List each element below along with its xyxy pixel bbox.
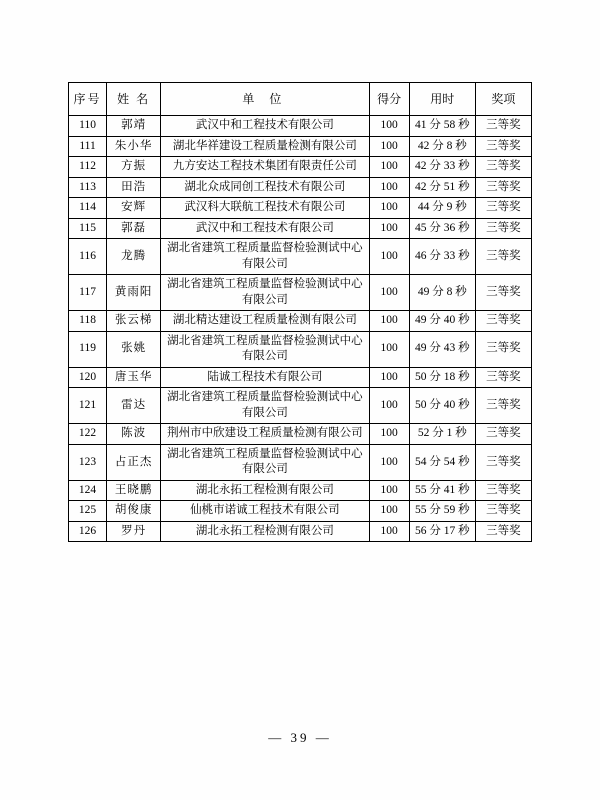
cell-unit: 湖北省建筑工程质量监督检验测试中心有限公司: [161, 239, 369, 275]
column-header-no: 序号: [69, 83, 107, 116]
award-table-container: [68, 82, 532, 542]
cell-unit: 湖北永拓工程检测有限公司: [161, 480, 369, 501]
cell-unit: 武汉科大联航工程技术有限公司: [161, 198, 369, 219]
cell-unit: 湖北精达建设工程质量检测有限公司: [161, 311, 369, 332]
table-header: [69, 83, 532, 116]
cell-time: 50 分 18 秒: [409, 367, 475, 388]
cell-score: 100: [369, 331, 409, 367]
table-row: [69, 116, 532, 137]
cell-unit: 湖北省建筑工程质量监督检验测试中心有限公司: [161, 388, 369, 424]
cell-unit: 湖北省建筑工程质量监督检验测试中心有限公司: [161, 331, 369, 367]
table-row: [69, 136, 532, 157]
cell-unit: 仙桃市诺诚工程技术有限公司: [161, 501, 369, 522]
cell-award: 三等奖: [475, 388, 531, 424]
cell-unit: 湖北永拓工程检测有限公司: [161, 521, 369, 542]
column-header-unit: 单 位: [161, 83, 369, 116]
cell-no: 124: [69, 480, 107, 501]
table-row: [69, 275, 532, 311]
cell-name: 方振: [107, 157, 161, 178]
cell-score: 100: [369, 136, 409, 157]
cell-score: 100: [369, 480, 409, 501]
table-row: [69, 521, 532, 542]
cell-time: 54 分 54 秒: [409, 444, 475, 480]
table-row: [69, 444, 532, 480]
cell-no: 116: [69, 239, 107, 275]
cell-award: 三等奖: [475, 480, 531, 501]
cell-name: 郭靖: [107, 116, 161, 137]
cell-name: 陈波: [107, 424, 161, 445]
cell-unit: 武汉中和工程技术有限公司: [161, 116, 369, 137]
cell-award: 三等奖: [475, 177, 531, 198]
table-row: [69, 424, 532, 445]
cell-no: 117: [69, 275, 107, 311]
cell-no: 111: [69, 136, 107, 157]
cell-time: 42 分 8 秒: [409, 136, 475, 157]
cell-award: 三等奖: [475, 501, 531, 522]
cell-award: 三等奖: [475, 311, 531, 332]
cell-time: 45 分 36 秒: [409, 218, 475, 239]
cell-unit: 武汉中和工程技术有限公司: [161, 218, 369, 239]
table-row: [69, 480, 532, 501]
cell-time: 55 分 59 秒: [409, 501, 475, 522]
cell-score: 100: [369, 198, 409, 219]
cell-time: 44 分 9 秒: [409, 198, 475, 219]
cell-no: 113: [69, 177, 107, 198]
cell-award: 三等奖: [475, 444, 531, 480]
cell-time: 49 分 43 秒: [409, 331, 475, 367]
cell-unit: 湖北众成同创工程技术有限公司: [161, 177, 369, 198]
cell-unit: 陆诚工程技术有限公司: [161, 367, 369, 388]
cell-award: 三等奖: [475, 218, 531, 239]
cell-time: 49 分 40 秒: [409, 311, 475, 332]
cell-no: 120: [69, 367, 107, 388]
cell-award: 三等奖: [475, 198, 531, 219]
cell-time: 41 分 58 秒: [409, 116, 475, 137]
column-header-name: 姓 名: [107, 83, 161, 116]
cell-name: 张云梯: [107, 311, 161, 332]
table-row: [69, 198, 532, 219]
cell-award: 三等奖: [475, 239, 531, 275]
column-header-award: 奖项: [475, 83, 531, 116]
cell-time: 52 分 1 秒: [409, 424, 475, 445]
cell-score: 100: [369, 367, 409, 388]
table-row: [69, 218, 532, 239]
cell-name: 郭磊: [107, 218, 161, 239]
cell-unit: 湖北省建筑工程质量监督检验测试中心有限公司: [161, 275, 369, 311]
table-row: [69, 311, 532, 332]
cell-unit: 湖北省建筑工程质量监督检验测试中心有限公司: [161, 444, 369, 480]
cell-name: 王晓鹏: [107, 480, 161, 501]
cell-no: 126: [69, 521, 107, 542]
cell-score: 100: [369, 116, 409, 137]
table-row: [69, 367, 532, 388]
cell-no: 121: [69, 388, 107, 424]
table-row: [69, 177, 532, 198]
cell-name: 胡俊康: [107, 501, 161, 522]
cell-no: 119: [69, 331, 107, 367]
cell-no: 123: [69, 444, 107, 480]
cell-time: 46 分 33 秒: [409, 239, 475, 275]
cell-name: 罗丹: [107, 521, 161, 542]
cell-name: 龙腾: [107, 239, 161, 275]
cell-time: 42 分 33 秒: [409, 157, 475, 178]
cell-time: 56 分 17 秒: [409, 521, 475, 542]
cell-award: 三等奖: [475, 521, 531, 542]
cell-time: 42 分 51 秒: [409, 177, 475, 198]
cell-score: 100: [369, 157, 409, 178]
cell-unit: 湖北华祥建设工程质量检测有限公司: [161, 136, 369, 157]
cell-score: 100: [369, 218, 409, 239]
cell-score: 100: [369, 275, 409, 311]
cell-name: 唐玉华: [107, 367, 161, 388]
table-row: [69, 239, 532, 275]
cell-score: 100: [369, 444, 409, 480]
table-body: [69, 116, 532, 542]
cell-no: 122: [69, 424, 107, 445]
cell-name: 田浩: [107, 177, 161, 198]
cell-award: 三等奖: [475, 367, 531, 388]
cell-time: 55 分 41 秒: [409, 480, 475, 501]
cell-award: 三等奖: [475, 116, 531, 137]
cell-no: 125: [69, 501, 107, 522]
cell-score: 100: [369, 501, 409, 522]
cell-name: 雷达: [107, 388, 161, 424]
cell-score: 100: [369, 521, 409, 542]
cell-name: 黄雨阳: [107, 275, 161, 311]
cell-award: 三等奖: [475, 331, 531, 367]
cell-no: 112: [69, 157, 107, 178]
cell-no: 118: [69, 311, 107, 332]
cell-score: 100: [369, 388, 409, 424]
cell-name: 占正杰: [107, 444, 161, 480]
column-header-score: 得分: [369, 83, 409, 116]
table-row: [69, 331, 532, 367]
cell-unit: 九方安达工程技术集团有限责任公司: [161, 157, 369, 178]
page-number: — 39 —: [268, 730, 332, 745]
award-table: [68, 82, 532, 542]
cell-time: 49 分 8 秒: [409, 275, 475, 311]
table-row: [69, 157, 532, 178]
cell-award: 三等奖: [475, 157, 531, 178]
cell-score: 100: [369, 424, 409, 445]
cell-unit: 荆州市中欣建设工程质量检测有限公司: [161, 424, 369, 445]
cell-name: 朱小华: [107, 136, 161, 157]
cell-award: 三等奖: [475, 424, 531, 445]
column-header-time: 用时: [409, 83, 475, 116]
cell-award: 三等奖: [475, 136, 531, 157]
cell-name: 安辉: [107, 198, 161, 219]
cell-time: 50 分 40 秒: [409, 388, 475, 424]
cell-score: 100: [369, 177, 409, 198]
cell-score: 100: [369, 311, 409, 332]
cell-score: 100: [369, 239, 409, 275]
table-row: [69, 388, 532, 424]
cell-no: 115: [69, 218, 107, 239]
cell-name: 张姚: [107, 331, 161, 367]
cell-award: 三等奖: [475, 275, 531, 311]
table-header-row: [69, 83, 532, 116]
table-row: [69, 501, 532, 522]
cell-no: 110: [69, 116, 107, 137]
cell-no: 114: [69, 198, 107, 219]
